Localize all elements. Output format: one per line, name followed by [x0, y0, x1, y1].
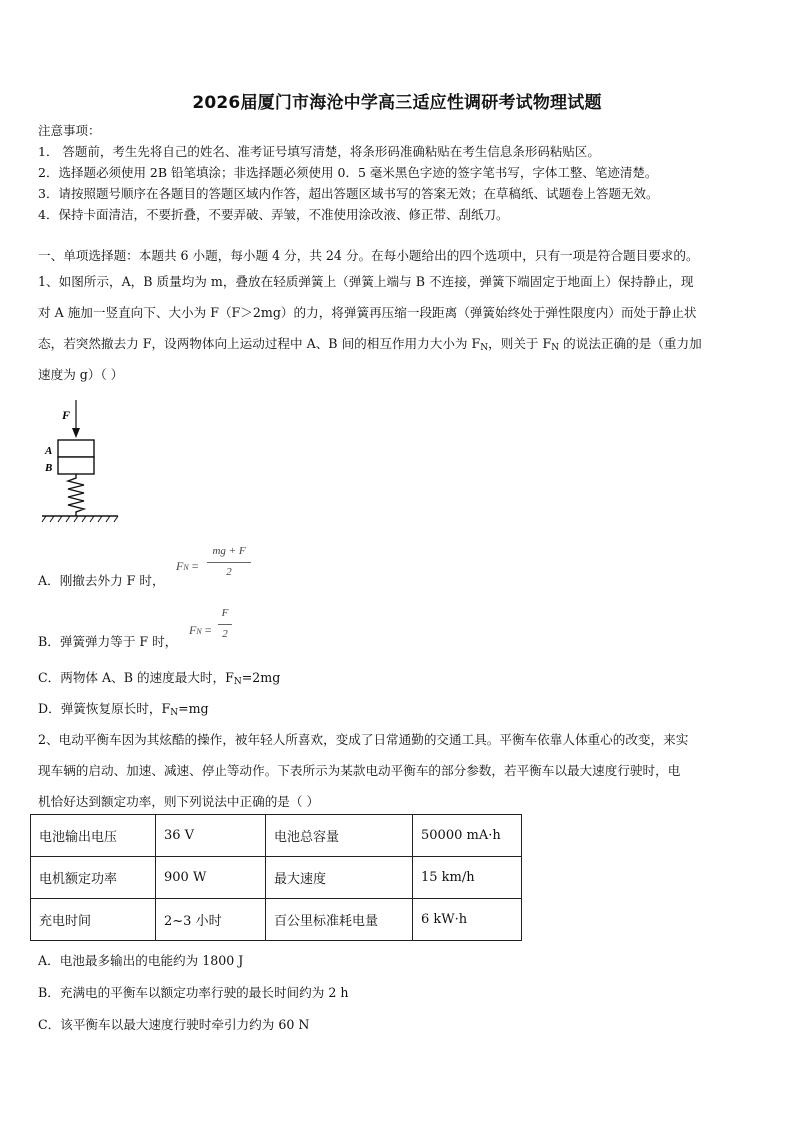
q1-line: 速度为 g）（ ） — [38, 367, 124, 382]
table-cell: 百公里标准耗电量 — [266, 899, 413, 941]
table-cell: 电机额定功率 — [31, 857, 156, 899]
option-text: =mg — [178, 701, 209, 716]
notice-item: 2．选择题必须使用 2B 铅笔填涂；非选择题必须使用 0．5 毫米黑色字迹的签字笔书写，字体工整、笔迹清楚。 — [38, 165, 658, 180]
fraction-numerator: mg + F — [212, 545, 246, 557]
formula-lhs — [176, 559, 198, 574]
table-cell: 6 kW·h — [413, 899, 522, 941]
q1-text: 态，若突然撤去力 F，设两物体向上运动过程中 A、B 间的相互作用力大小为 F — [38, 336, 481, 351]
notice-heading: 注意事项： — [38, 123, 101, 138]
fraction-denominator: 2 — [222, 628, 228, 640]
q2-option-a: A．电池最多输出的电能约为 1800 J — [38, 953, 244, 968]
label-a: A — [45, 445, 53, 457]
q1-line: 对 A 施加一竖直向下、大小为 F（F＞2mg）的力，将弹簧再压缩一段距离（弹簧始终处于弹性限度内）而处于静止状 — [38, 305, 697, 320]
table-cell: 最大速度 — [266, 857, 413, 899]
q1-line — [38, 333, 702, 353]
option-text: D．弹簧恢复原长时，F — [38, 701, 171, 716]
notice-item: 3．请按照题号顺序在各题目的答题区域内作答，超出答题区域书写的答案无效；在草稿纸、试题卷上答题无效。 — [38, 186, 659, 201]
notice-item: 1． 答题前，考生先将自己的姓名、准考证号填写清楚，将条形码准确粘贴在考生信息条形码粘贴区。 — [38, 144, 600, 159]
option-text: =2mg — [241, 670, 281, 685]
subscript: N — [233, 677, 242, 687]
q2-option-b: B．充满电的平衡车以额定功率行驶的最长时间约为 2 h — [38, 985, 349, 1000]
subscript: N — [170, 708, 179, 718]
q1-text: ，则关于 F — [488, 336, 552, 351]
formula-var: F — [189, 623, 197, 637]
formula-eq: = — [191, 559, 199, 573]
page-title: 2026届厦门市海沧中学高三适应性调研考试物理试题 — [192, 93, 602, 113]
option-text: C．两物体 A、B 的速度最大时，F — [38, 670, 234, 685]
table-row — [31, 815, 522, 857]
table-cell: 50000 mA·h — [413, 815, 522, 857]
q2-line: 机恰好达到额定功率，则下列说法中正确的是（ ） — [38, 794, 320, 809]
force-arrow-head — [72, 428, 80, 438]
notice-item: 4．保持卡面清洁，不要折叠，不要弄破、弄皱，不准使用涂改液、修正带、刮纸刀。 — [38, 207, 509, 222]
table-row — [31, 857, 522, 899]
block-b — [58, 457, 94, 474]
q1-option-c — [38, 667, 280, 687]
q1-text: 的说法正确的是（重力加 — [559, 336, 702, 351]
spring — [68, 474, 84, 516]
parameter-table — [30, 814, 522, 941]
fraction-bar — [207, 562, 251, 563]
q2-option-c: C．该平衡车以最大速度行驶时牵引力约为 60 N — [38, 1017, 310, 1032]
label-b: B — [45, 462, 53, 474]
table-cell: 36 V — [156, 815, 266, 857]
formula-lhs — [189, 623, 211, 638]
q1-option-a: A．刚撤去外力 F 时， — [38, 573, 165, 588]
formula-var: F — [176, 559, 184, 573]
fraction-denominator: 2 — [226, 566, 232, 578]
section-heading: 一、单项选择题：本题共 6 小题，每小题 4 分，共 24 分。在每小题给出的四个选项中，只有一项是符合题目要求的。 — [38, 248, 699, 263]
q1-option-b: B．弹簧弹力等于 F 时， — [38, 634, 178, 649]
formula-eq: = — [204, 623, 212, 637]
subscript: N — [551, 343, 560, 353]
table-cell: 电池总容量 — [266, 815, 413, 857]
table-cell: 2~3 小时 — [156, 899, 266, 941]
spring-figure — [38, 398, 128, 528]
subscript: N — [480, 343, 489, 353]
label-f: F — [62, 408, 71, 422]
table-cell: 充电时间 — [31, 899, 156, 941]
ground-hatch — [42, 516, 118, 522]
q1-line: 1、如图所示，A，B 质量均为 m，叠放在轻质弹簧上（弹簧上端与 B 不连接，弹簧下端固定于地面上）保持静止，现 — [38, 274, 694, 289]
formula-sub: N — [196, 627, 202, 636]
table-cell: 15 km/h — [413, 857, 522, 899]
q2-line: 现车辆的启动、加速、减速、停止等动作。下表所示为某款电动平衡车的部分参数，若平衡车以最大速度行驶时，电 — [38, 763, 681, 778]
fraction-bar — [218, 624, 232, 625]
fraction-numerator: F — [221, 607, 229, 619]
block-a — [58, 440, 94, 457]
q2-line: 2、电动平衡车因为其炫酷的操作，被年轻人所喜欢，变成了日常通勤的交通工具。平衡车依靠人体重心的改变，来实 — [38, 732, 689, 747]
q1-option-d — [38, 698, 209, 718]
formula-sub: N — [183, 563, 189, 572]
table-row — [31, 899, 522, 941]
table-cell: 900 W — [156, 857, 266, 899]
table-cell: 电池输出电压 — [31, 815, 156, 857]
